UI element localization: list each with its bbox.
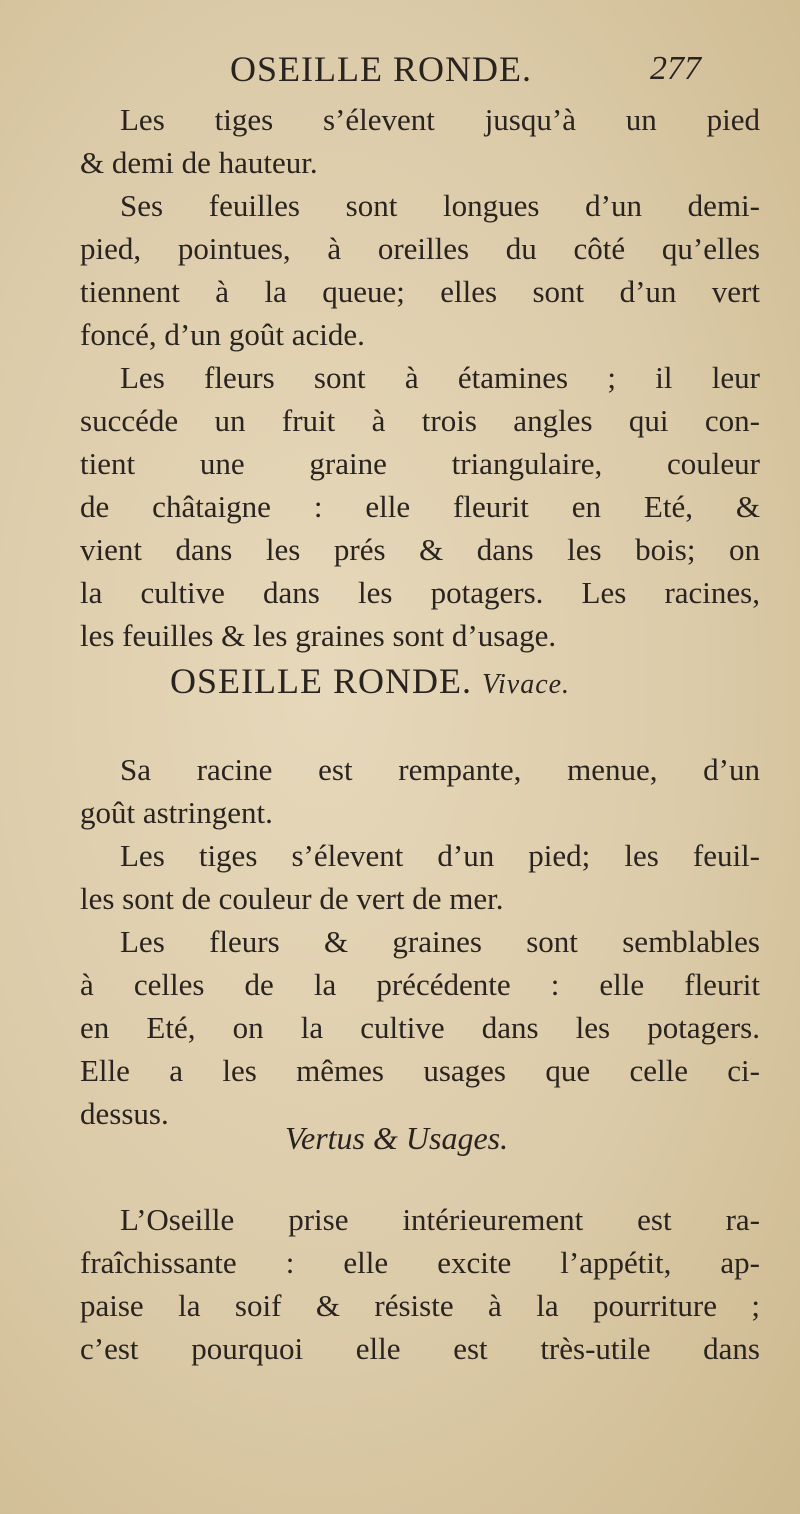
text-line: foncé, d’un goût acide. bbox=[80, 317, 365, 352]
text-line: fraîchissante : elle excite l’appétit, ap- bbox=[80, 1245, 760, 1280]
text-line: Les tiges s’élevent d’un pied; les feuil- bbox=[120, 838, 760, 873]
text-line: les feuilles & les graines sont d’usage. bbox=[80, 618, 557, 653]
text-line: goût astringent. bbox=[80, 795, 273, 830]
text-line: Elle a les mêmes usages que celle ci- bbox=[80, 1053, 760, 1088]
text-block-top bbox=[80, 98, 760, 657]
text-line: la cultive dans les potagers. Les racines, bbox=[80, 575, 760, 610]
text-line: L’Oseille prise intérieurement est ra- bbox=[120, 1202, 760, 1237]
text-line: vient dans les prés & dans les bois; on bbox=[80, 532, 760, 567]
text-block-bottom bbox=[80, 1198, 760, 1370]
section-title bbox=[170, 660, 570, 702]
section-title-text: OSEILLE RONDE. bbox=[170, 661, 472, 701]
text-line: Les fleurs & graines sont semblables bbox=[120, 924, 760, 959]
text-line: de châtaigne : elle fleurit en Eté, & bbox=[80, 489, 760, 524]
text-line: les sont de couleur de vert de mer. bbox=[80, 881, 504, 916]
text-block-middle bbox=[80, 748, 760, 1135]
text-line: à celles de la précédente : elle fleurit bbox=[80, 967, 760, 1002]
text-line: Les tiges s’élevent jusqu’à un pied bbox=[120, 102, 760, 137]
page-number: 277 bbox=[650, 50, 701, 87]
section-qualifier: Vivace. bbox=[481, 669, 571, 700]
text-line: c’est pourquoi elle est très-utile dans bbox=[80, 1331, 760, 1366]
text-line: tiennent à la queue; elles sont d’un vert bbox=[80, 274, 760, 309]
text-line: Les fleurs sont à étamines ; il leur bbox=[120, 360, 760, 395]
text-line: & demi de hauteur. bbox=[80, 145, 318, 180]
running-head: OSEILLE RONDE. bbox=[230, 49, 532, 89]
text-line: Sa racine est rempante, menue, d’un bbox=[120, 752, 760, 787]
text-line: Ses feuilles sont longues d’un demi- bbox=[120, 188, 760, 223]
page-header bbox=[0, 48, 800, 98]
text-line: tient une graine triangulaire, couleur bbox=[80, 446, 760, 481]
text-line: succéde un fruit à trois angles qui con- bbox=[80, 403, 760, 438]
text-line: dessus. bbox=[80, 1096, 169, 1131]
text-line: en Eté, on la cultive dans les potagers. bbox=[80, 1010, 760, 1045]
subheading: Vertus & Usages. bbox=[285, 1120, 509, 1156]
text-line: pied, pointues, à oreilles du côté qu’elles bbox=[80, 231, 760, 266]
text-line: paise la soif & résiste à la pourriture ; bbox=[80, 1288, 760, 1323]
